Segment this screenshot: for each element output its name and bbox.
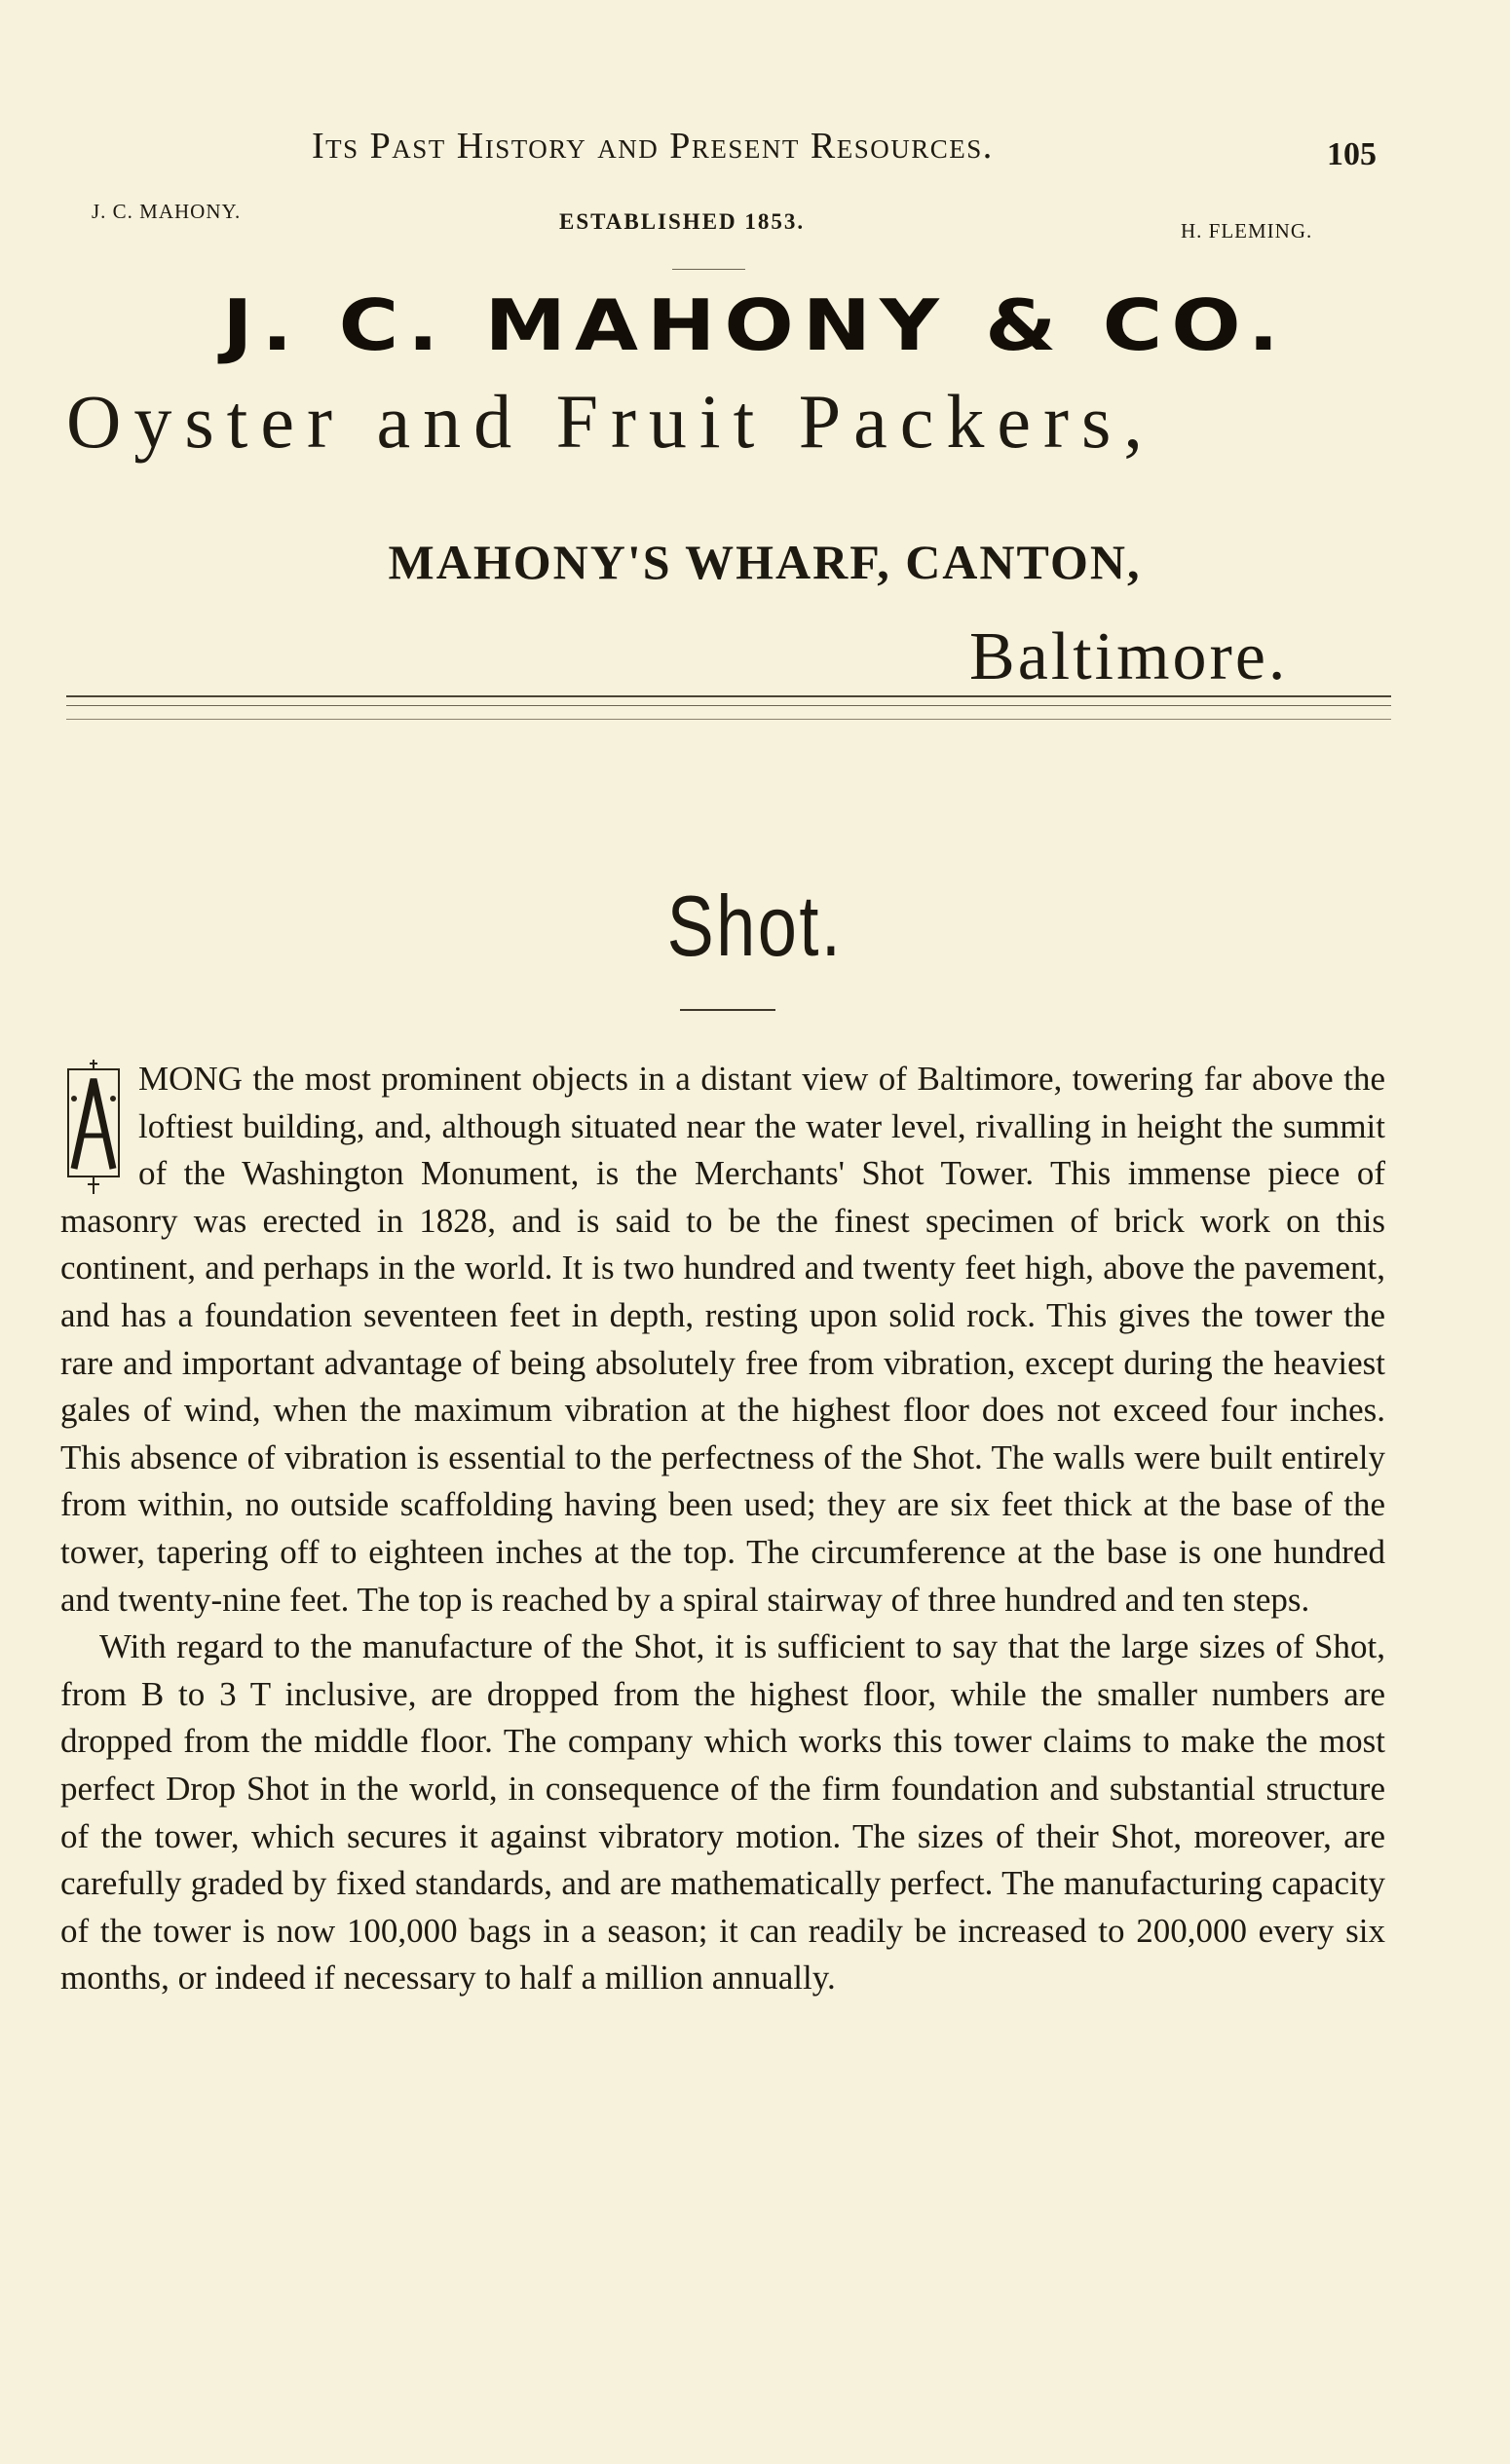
ad-firm-name: J. C. MAHONY & CO. xyxy=(222,283,1288,367)
ad-business-line: Oyster and Fruit Packers, xyxy=(66,379,1155,464)
section-title: Shot. xyxy=(666,877,844,974)
ad-established-rule xyxy=(672,269,745,270)
ad-partner-right: H. FLEMING. xyxy=(1181,219,1313,243)
ad-address: MAHONY'S WHARF, CANTON, xyxy=(388,535,1142,589)
ad-divider-rule xyxy=(66,719,1391,720)
ad-established: ESTABLISHED 1853. xyxy=(559,209,806,234)
ad-city: Baltimore. xyxy=(969,619,1289,694)
title-rule xyxy=(680,1009,775,1011)
drop-cap-ornament xyxy=(60,1060,129,1196)
ad-divider-rule xyxy=(66,695,1391,697)
article-body xyxy=(60,1056,1385,2002)
page-number: 105 xyxy=(1327,136,1377,172)
paragraph: MONG the most prominent objects in a distant view of Baltimore, towering far above the loftiest building, and, although situated near the water level, rivalling in height the summit of the Washington Monument, is the Merchants' Shot Tower. This immense piece of masonry was erected in 1828, and is said to be the finest specimen of brick work on this continent, and perhaps in the world. It is two hundred and twenty feet high, above the pavement, and has a foundation seventeen feet in depth, resting upon solid rock. This gives the tower the rare and important advantage of being absolutely free from vibration, except during the heaviest gales of wind, when the maximum vibration at the highest floor does not exceed four inches. This absence of vibration is essential to the perfectness of the Shot. The walls were built entirely from within, no outside scaffolding having been used; they are six feet thick at the base of the tower, tapering off to eighteen inches at the top. The circumference at the base is one hundred and twenty-nine feet. The top is reached by a spiral stairway of three hundred and ten steps. xyxy=(60,1060,1385,1619)
running-head: Its Past History and Present Resources. xyxy=(312,126,994,167)
ad-partner-left: J. C. MAHONY. xyxy=(92,200,242,223)
ad-divider-rule xyxy=(66,705,1391,706)
paragraph: With regard to the manufacture of the Shot, it is sufficient to say that the large sizes of Shot, from B to 3 T inclusive, are dropped from the highest floor, while the smaller numbers are dropped from the middle floor. The company which works this tower claims to make the most perfect Drop Shot in the world, in consequence of the firm foundation and substantial structure of the tower, which secures it against vibratory motion. The sizes of their Shot, moreover, are carefully graded by fixed standards, and are mathematically perfect. The manufacturing capacity of the tower is now 100,000 bags in a season; it can readily be increased to 200,000 every six months, or indeed if necessary to half a million annually. xyxy=(60,1627,1385,1997)
